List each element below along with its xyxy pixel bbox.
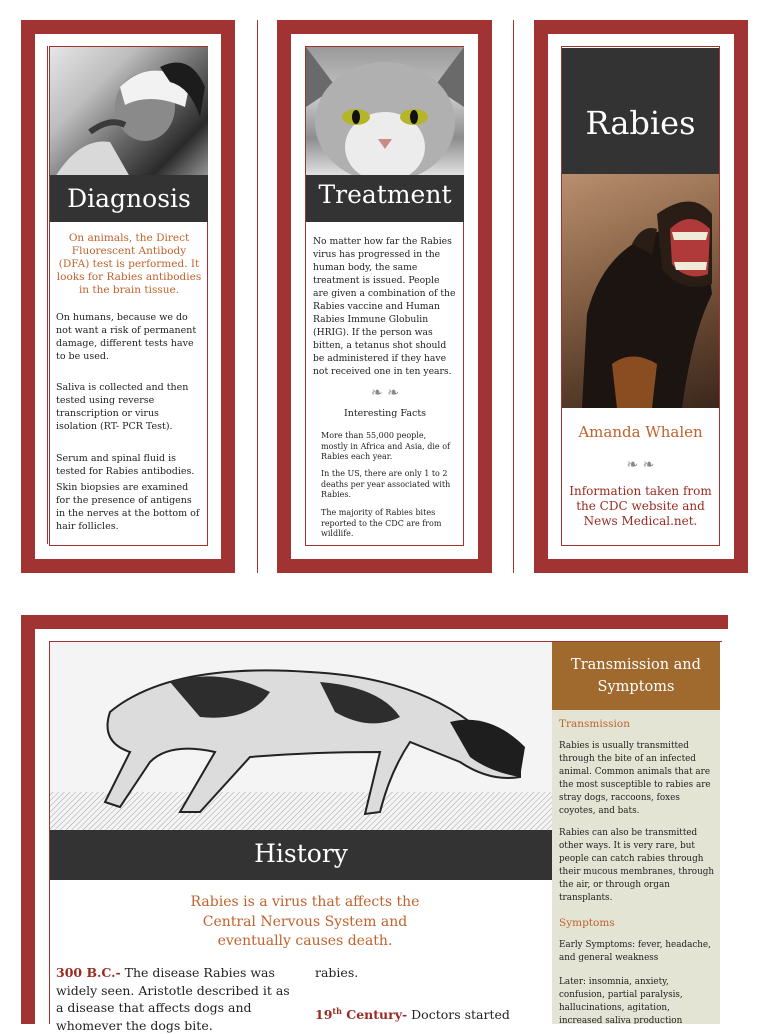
diagnosis-title: Diagnosis xyxy=(67,184,191,213)
transmission-header-text: Transmission and Symptoms xyxy=(571,657,701,695)
fact-3: The majority of Rabies bites reported to the CDC are from wildlife. xyxy=(321,508,442,538)
cover-ornament: ❧ ❧ xyxy=(626,457,655,473)
transmission-text-1: Rabies is usually transmitted through the bite of an infected animal. Common animals that are the most susceptible to rabies are stray dogs, raccoons, foxes coyotes, and bats. xyxy=(559,741,711,816)
history-entry-19th-century: Century- xyxy=(341,1007,408,1023)
cover-title-bar xyxy=(562,48,719,174)
diagnosis-para-2: Saliva is collected and then tested using reverse transcription or virus isolation (RT- PCR Test). xyxy=(56,382,189,432)
transmission-header xyxy=(552,642,720,710)
panel-divider xyxy=(257,20,258,573)
history-entry-300bc-label: 300 B.C.- xyxy=(56,965,121,980)
history-entry-19th-suffix: th xyxy=(332,1006,342,1016)
diagnosis-para-1: On humans, because we do not want a risk of permanent damage, different tests have to be used. xyxy=(56,312,197,362)
transmission-subheading: Transmission xyxy=(559,718,630,730)
cover-dog-photo xyxy=(562,174,719,408)
diagnosis-photo xyxy=(50,47,208,177)
history-entry-19th-number: 19 xyxy=(315,1007,333,1023)
history-lead: Rabies is a virus that affects the Central Nervous System and eventually causes death. xyxy=(190,894,420,949)
history-entry-300bc-text: The disease Rabies was widely seen. Aristotle described it as a disease that affects dogs and whomever the dogs bite. xyxy=(56,965,290,1033)
treatment-title-bar xyxy=(306,175,464,222)
treatment-body: No matter how far the Rabies virus has progressed in the human body, the same treatment is issued. People are given a combination of the Rabies vaccine and Human Rabies Immune Globulin (HRIG). If the person was bitten, a tetanus shot should be administered if they have not received one in ten years. xyxy=(313,236,456,377)
history-title: History xyxy=(254,839,348,868)
diagnosis-title-bar xyxy=(50,175,208,222)
diagnosis-intro: On animals, the Direct Fluorescent Antibody (DFA) test is performed. It looks for Rabies antibodies in the brain tissue. xyxy=(56,232,202,296)
interesting-facts-heading: Interesting Facts xyxy=(343,408,427,419)
history-col2-text: rabies. xyxy=(315,965,359,980)
author-name: Amanda Whalen xyxy=(578,423,703,441)
treatment-cat-photo xyxy=(306,47,464,177)
history-entry-19th-text: Doctors started xyxy=(407,1007,510,1023)
fact-1: More than 55,000 people, mostly in Africa and Asia, die of Rabies each year. xyxy=(321,431,450,461)
symptoms-subheading: Symptoms xyxy=(559,917,615,929)
history-title-bar xyxy=(50,830,552,880)
fact-2: In the US, there are only 1 to 2 deaths per year associated with Rabies. xyxy=(321,469,451,499)
source-note: Information taken from the CDC website and News Medical.net. xyxy=(569,484,712,528)
treatment-ornament: ❧ ❧ xyxy=(371,385,399,401)
diagnosis-para-4: Skin biopsies are examined for the presence of antigens in the nerves at the bottom of hair follicles. xyxy=(56,482,200,532)
diagnosis-para-3: Serum and spinal fluid is tested for Rabies antibodies. xyxy=(56,453,195,477)
history-entry-19th-label xyxy=(315,1007,407,1022)
symptoms-later: Later: insomnia, anxiety, confusion, partial paralysis, hallucinations, agitation, increased saliva production xyxy=(559,977,683,1024)
history-entry-19th xyxy=(315,1003,545,1024)
panel-divider xyxy=(513,20,514,573)
history-dog-illustration xyxy=(50,642,552,830)
cover-title: Rabies xyxy=(585,104,696,142)
symptoms-early: Early Symptoms: fever, headache, and general weakness xyxy=(559,940,711,963)
treatment-title: Treatment xyxy=(318,180,452,209)
transmission-text-2: Rabies can also be transmitted other ways. It is very rare, but people can catch rabies through their mucous membranes, through the air, or through organ transplants. xyxy=(559,828,715,903)
